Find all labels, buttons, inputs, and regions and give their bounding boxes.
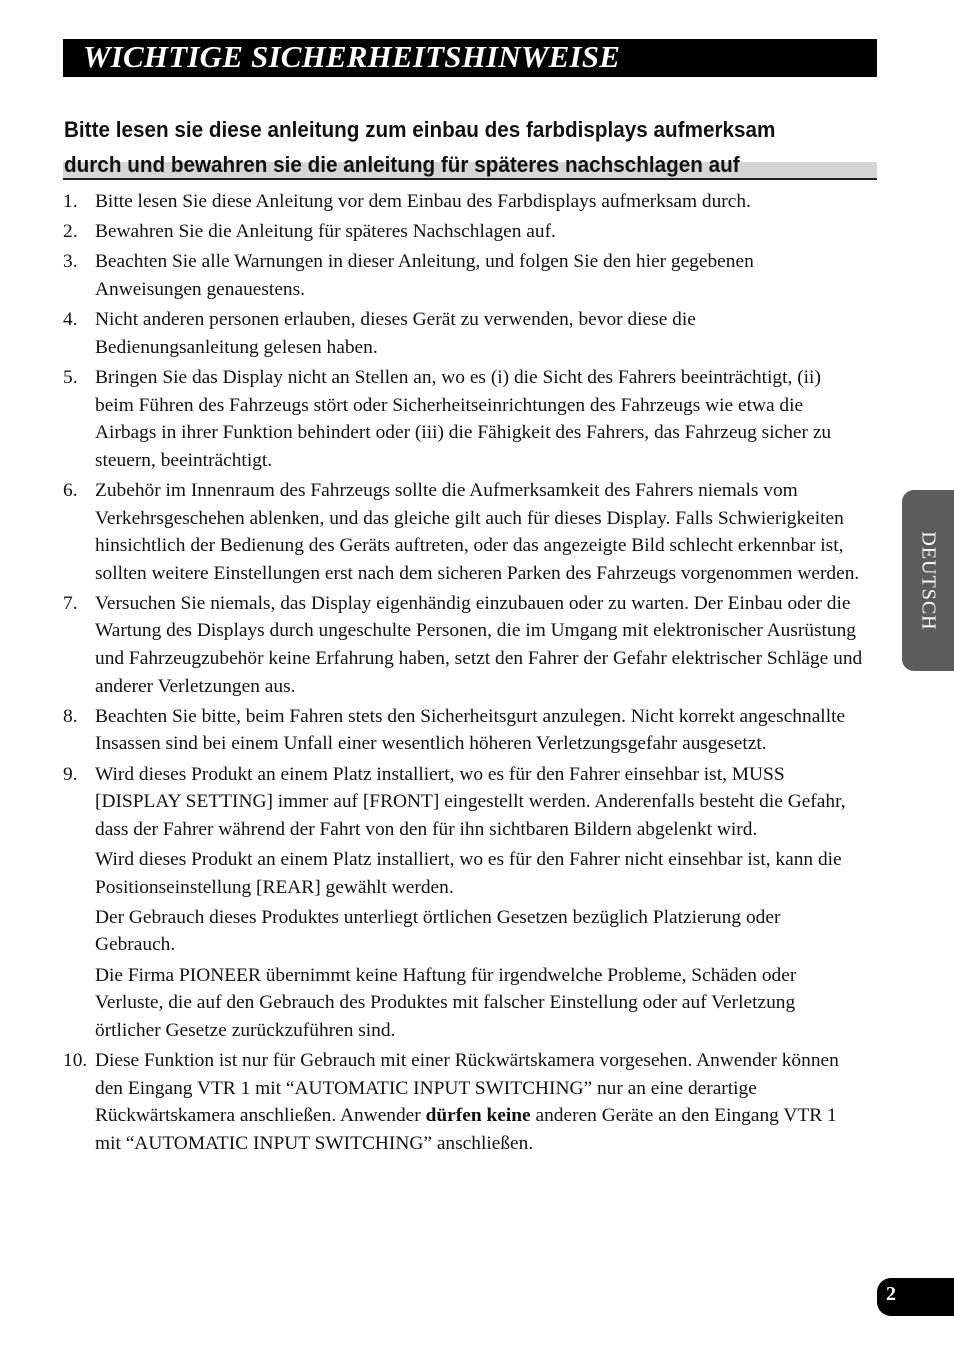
list-item-5 — [63, 364, 863, 474]
subheading-line-1: Bitte lesen sie diese anleitung zum einbau des farbdisplays aufmerksam — [64, 117, 776, 142]
item-number: 6. — [63, 479, 78, 501]
item-number: 9. — [63, 763, 78, 785]
item-text: Versuchen Sie niemals, das Display eigenhändig einzubauen oder zu warten. Der Einbau oder die Wartung des Displays durch ungeschulte Personen, die im Umgang mit elektronischer Ausrüstung und Fahrzeugzubehör keine Erfahrung haben, setzt den Fahrer der Gefahr elektrischer Schläge und anderer Verletzungen aus. — [95, 592, 863, 697]
section-title: WICHTIGE SICHERHEITSHINWEISE — [83, 39, 621, 74]
item-paragraph-2: Wird dieses Produkt an einem Platz installiert, wo es für den Fahrer nicht einsehbar ist, kann die Positionseinstellung [REAR] gewählt werden. — [95, 849, 842, 898]
list-item-10 — [63, 1047, 863, 1157]
item-text-bold: dürfen keine — [425, 1105, 531, 1127]
item-paragraph-3: Der Gebrauch dieses Produktes unterliegt örtlichen Gesetzen bezüglich Platzierung oder Gebrauch. — [95, 906, 781, 956]
list-item-4 — [63, 306, 863, 361]
page-number-badge — [877, 1278, 954, 1316]
item-text-b: anderen Geräte an den Eingang VTR 1 mit “AUTOMATIC INPUT SWITCHING” anschließen. — [95, 1105, 837, 1154]
item-text: Beachten Sie alle Warnungen in dieser Anleitung, und folgen Sie den hier gegebenen Anweisungen genauestens. — [95, 251, 754, 300]
item-text: Beachten Sie bitte, beim Fahren stets den Sicherheitsgurt anzulegen. Nicht korrekt angeschnallte Insassen sind bei einem Unfall einer wesentlich höheren Verletzungsgefahr ausgesetzt. — [95, 705, 846, 755]
item-number: 2. — [63, 221, 78, 243]
item-text: Bringen Sie das Display nicht an Stellen an, wo es (i) die Sicht des Fahrers beeinträchtigt, (ii) beim Führen des Fahrzeugs stört oder Sicherheitseinrichtungen des Fahrzeugs wie etwa die Airbags in ihrer Funktion behindert oder (iii) die Fähigkeit des Fahrers, das Fahrzeug sicher zu steuern, beeinträchtigt. — [95, 366, 832, 471]
item-text: Nicht anderen personen erlauben, dieses Gerät zu verwenden, bevor diese die Bedienungsanleitung gelesen haben. — [95, 309, 696, 358]
list-item-9 — [63, 761, 863, 1045]
subheading — [64, 112, 828, 182]
list-item-8 — [63, 703, 863, 758]
item-text: Zubehör im Innenraum des Fahrzeugs sollte die Aufmerksamkeit des Fahrers niemals vom Verkehrsgeschehen ablenken, und das gleiche gilt auch für dieses Display. Falls Schwierigkeiten hinsichtlich der Bedienung des Geräts auftreten, oder das angezeigte Bild schlecht erkennbar ist, sollten weitere Einstellungen erst nach dem sicheren Parken des Fahrzeugs vorgenommen werden. — [95, 479, 860, 584]
item-number: 7. — [63, 592, 78, 614]
item-number: 1. — [63, 191, 78, 212]
item-number: 5. — [63, 366, 78, 388]
item-paragraph-1: Wird dieses Produkt an einem Platz installiert, wo es für den Fahrer einsehbar ist, MUSS [DISPLAY SETTING] immer auf [FRONT] eingestellt werden. Anderenfalls besteht die Gefahr, dass der Fahrer während der Fahrt von den für ihn sichtbaren Bildern abgelenkt wird. — [95, 763, 846, 840]
list-item-3 — [63, 248, 863, 303]
item-number: 8. — [63, 705, 78, 727]
list-item-7 — [63, 590, 863, 700]
list-item-1 — [63, 188, 863, 216]
section-title-bar — [63, 39, 877, 77]
item-number: 10. — [63, 1049, 88, 1071]
subheading-line-2: durch und bewahren sie die anleitung für späteres nachschlagen auf — [64, 152, 740, 177]
list-item-6 — [63, 477, 863, 587]
item-number: 4. — [63, 309, 78, 331]
list-item-2 — [63, 218, 863, 246]
language-tab — [902, 490, 954, 671]
item-text: Bewahren Sie die Anleitung für späteres Nachschlagen auf. — [95, 221, 556, 243]
safety-instructions-list — [63, 188, 863, 1160]
item-paragraph-4: Die Firma PIONEER übernimmt keine Haftung für irgendwelche Probleme, Schäden oder Verluste, die auf den Gebrauch des Produktes mit falscher Einstellung oder auf Verletzung örtlicher Gesetze zurückzuführen sind. — [95, 964, 797, 1041]
item-number: 3. — [63, 251, 78, 273]
item-text: Bitte lesen Sie diese Anleitung vor dem Einbau des Farbdisplays aufmerksam durch. — [95, 191, 751, 212]
item-text — [95, 1047, 863, 1157]
item-text-a: Diese Funktion ist nur für Gebrauch mit einer Rückwärtskamera vorgesehen. Anwender können den Eingang VTR 1 mit “AUTOMATIC INPUT SWITCHING” nur an eine derartige Rückwärtskamera anschließen. Anwender — [95, 1049, 839, 1127]
page-number: 2 — [886, 1283, 896, 1305]
language-tab-label: DEUTSCH — [917, 530, 940, 631]
